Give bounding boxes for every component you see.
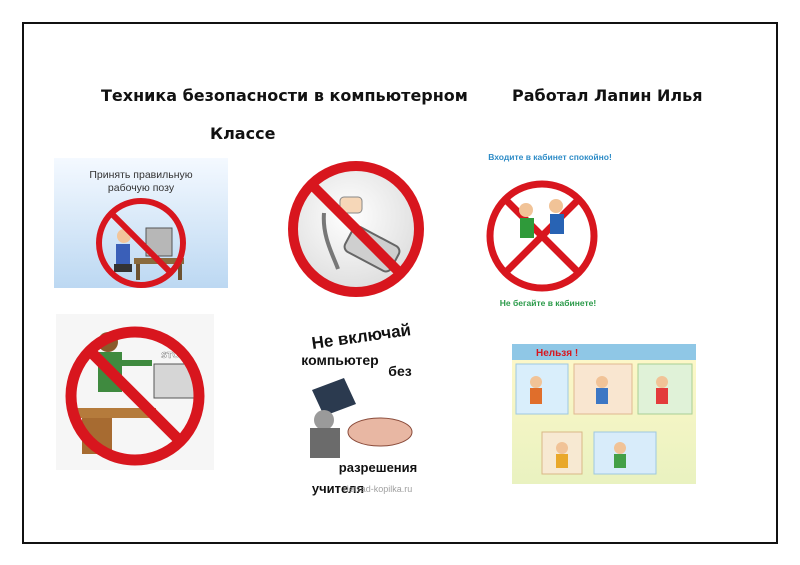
forbidden-header: Нельзя ! [536, 348, 579, 359]
no-switch-line1: Не включай [310, 320, 413, 353]
posture-caption-line1: Принять правильную [89, 169, 193, 181]
watermark: detsad-kopilka.ru [343, 484, 413, 494]
stop-computer-sign-image [56, 314, 214, 470]
posture-sign-image [54, 158, 228, 288]
calm-bottom-text: Не бегайте в кабинете! [499, 298, 597, 308]
no-switch-line5: учителя [311, 481, 365, 496]
no-switch-line3: без [388, 363, 412, 379]
calm-entry-sign-image [482, 148, 618, 314]
author-label: Работал Лапин Илья [512, 86, 703, 105]
forbidden-collage-image [512, 344, 696, 484]
calm-top-text: Входите в кабинет спокойно! [488, 152, 612, 162]
no-switch-line2: компьютер [301, 352, 379, 368]
no-switch-line4: разрешения [338, 460, 418, 475]
plug-sign-image [284, 157, 428, 301]
slide-title-line1: Техника безопасности в компьютерном [101, 86, 468, 105]
slide-title-line2: Классе [210, 124, 276, 143]
no-switch-sign-image [290, 320, 434, 502]
posture-caption-line2: рабочую позу [107, 182, 175, 194]
stop-screen-text: STOP! [161, 351, 189, 360]
